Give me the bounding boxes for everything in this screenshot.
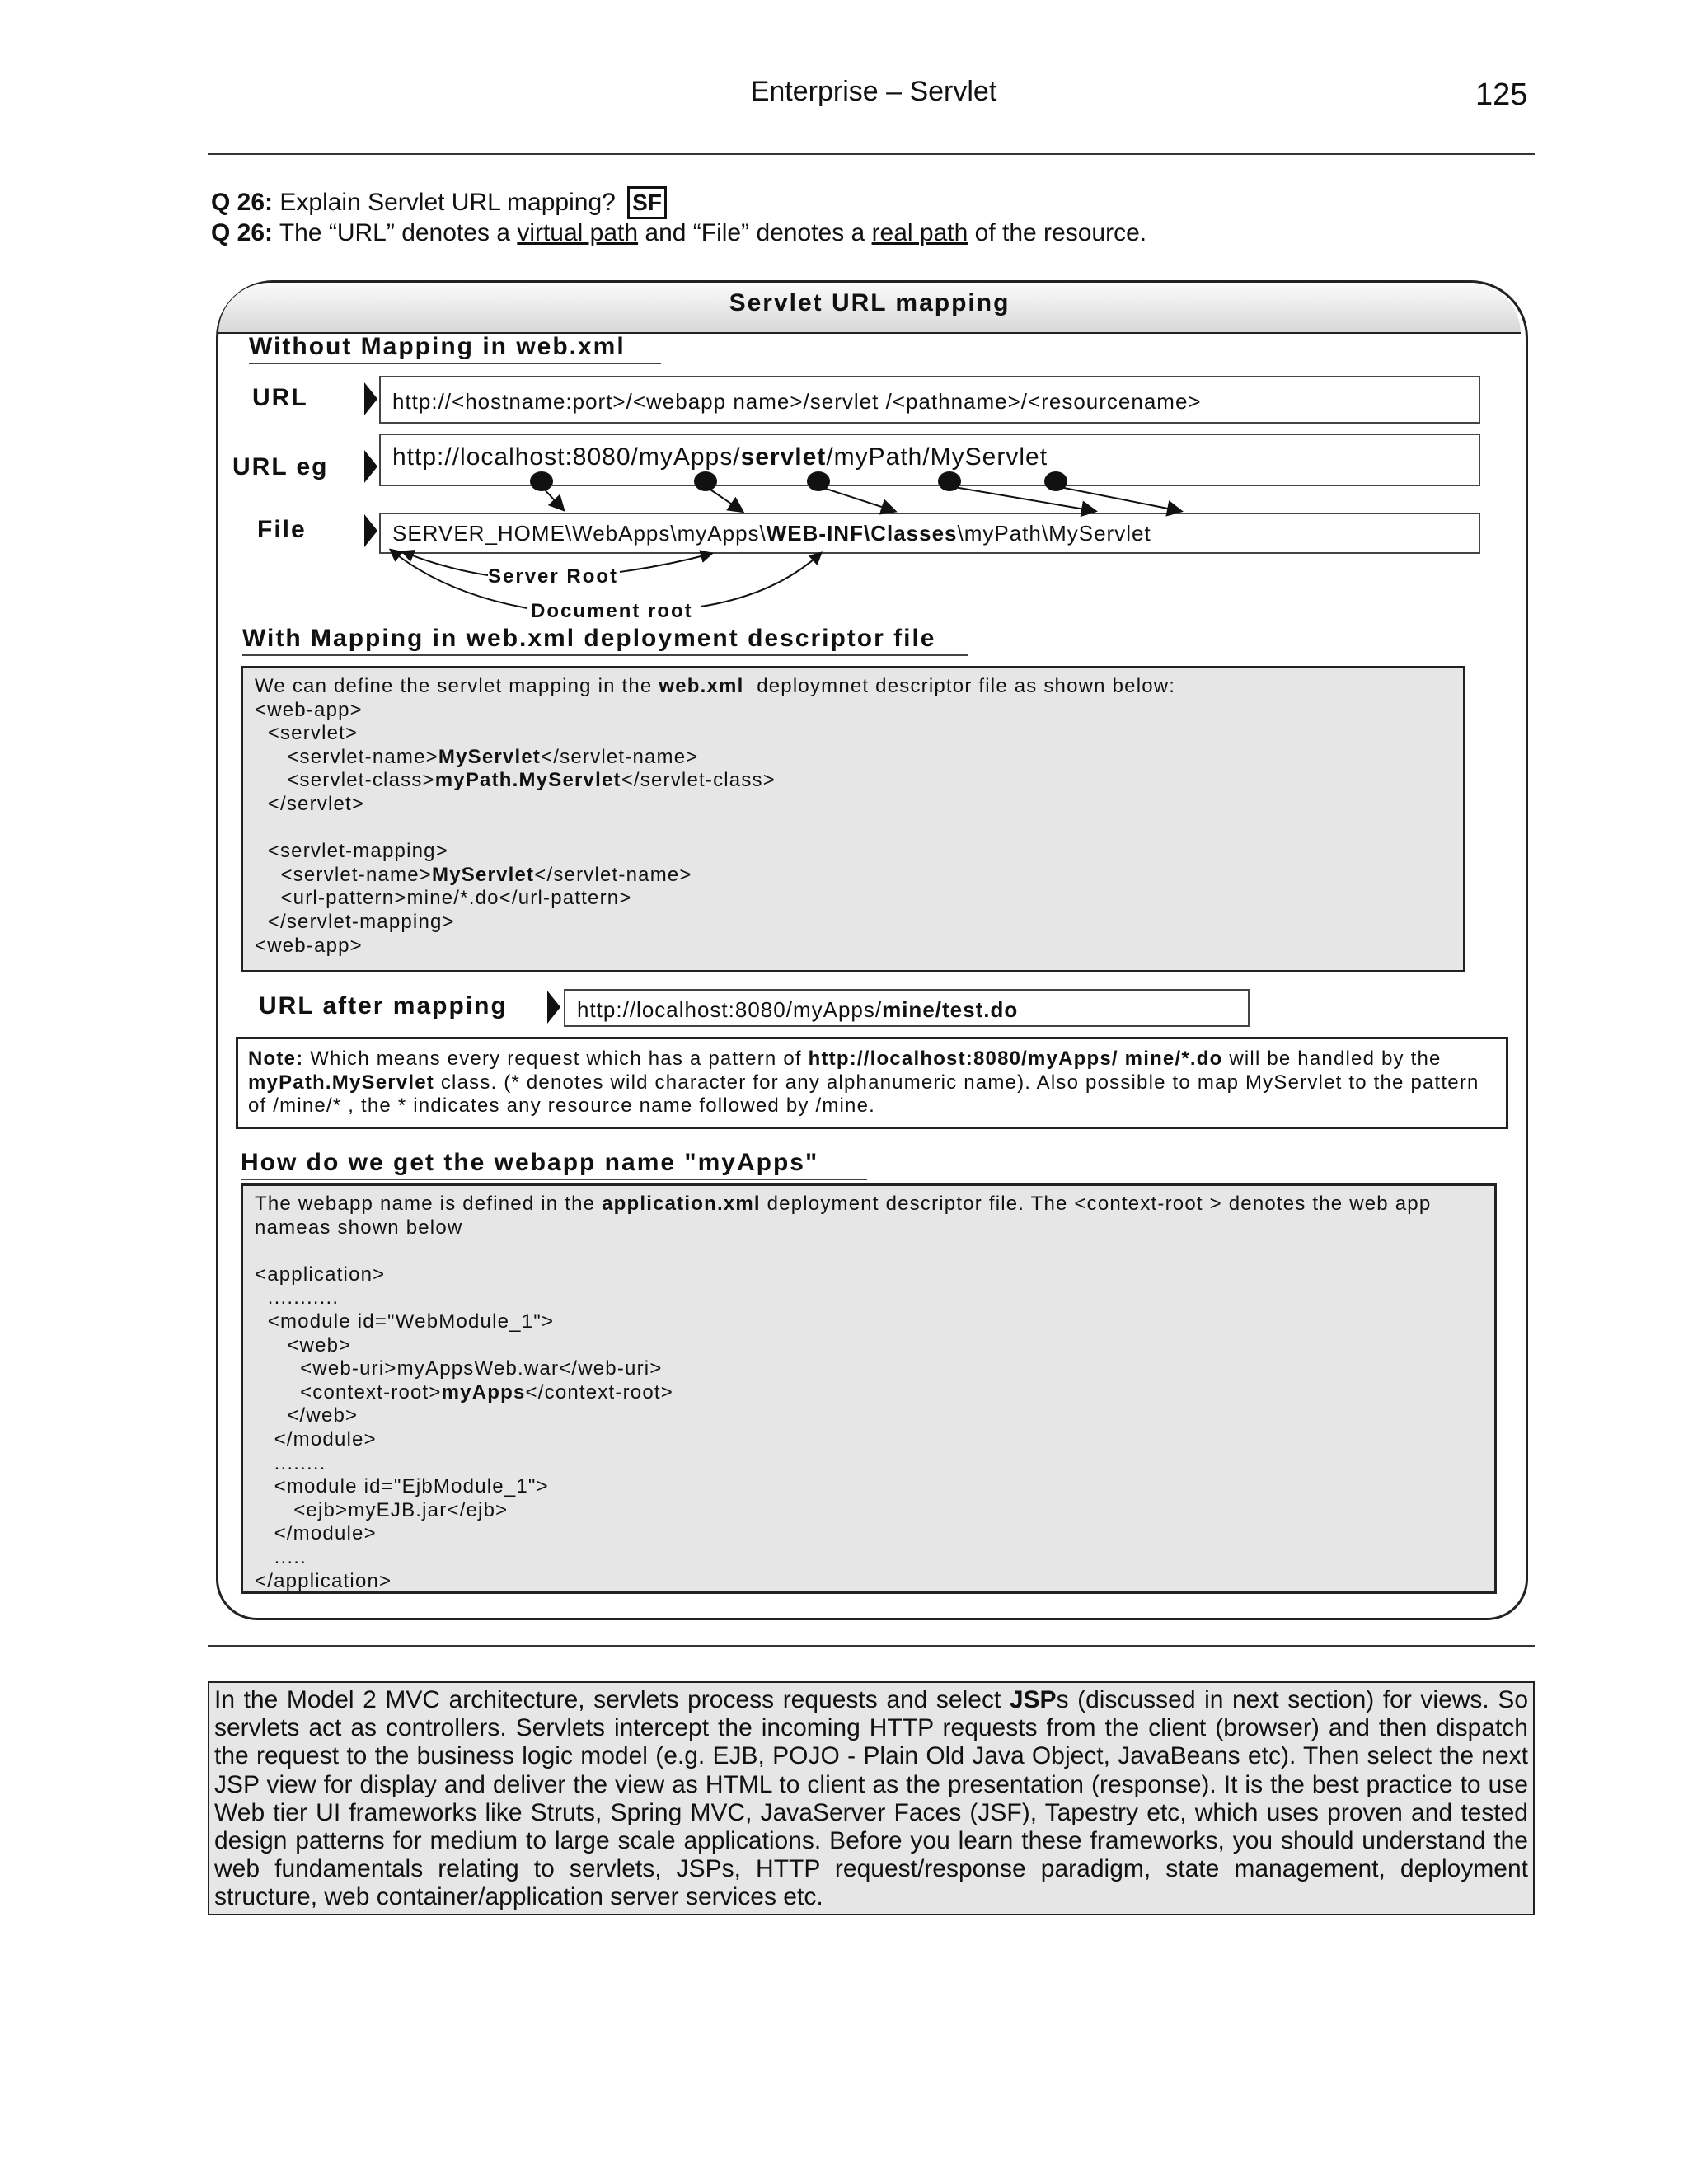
code-line: </module> bbox=[255, 1522, 377, 1545]
code-line: <servlet-mapping> bbox=[255, 840, 448, 863]
code-line: </web> bbox=[255, 1404, 359, 1427]
code-line: </module> bbox=[255, 1427, 377, 1451]
code-line: <servlet> bbox=[255, 722, 359, 745]
application-xml-code-box bbox=[241, 1183, 1497, 1594]
code-line: <servlet-name> bbox=[255, 745, 438, 768]
code-line: ........... bbox=[255, 1286, 340, 1310]
page-header-title: Enterprise – Servlet bbox=[750, 76, 997, 107]
with-mapping-heading: With Mapping in web.xml deployment descriptor file bbox=[242, 625, 968, 656]
server-root-label: Server Root bbox=[488, 565, 619, 588]
diagram-title: Servlet URL mapping bbox=[729, 289, 1010, 316]
code-line: <web-app> bbox=[255, 934, 363, 957]
real-path-term: real path bbox=[871, 219, 968, 246]
code-line: </application> bbox=[255, 1569, 392, 1592]
code-bold: MyServlet bbox=[432, 863, 535, 886]
answer-text-3: of the resource. bbox=[968, 219, 1147, 246]
note-text-1: Which means every request which has a pattern of bbox=[303, 1047, 809, 1070]
answer-text-2: and “File” denotes a bbox=[638, 219, 872, 246]
answer-text-1: The “URL” denotes a bbox=[279, 219, 518, 246]
note-label: Note: bbox=[248, 1047, 304, 1070]
summary-text-2: s (discussed in next section) for views. So servlets act as controllers. Servlets intercept the incoming HTTP requests from the client (browser) and then dispatch the request to the business logic model (e.g. EJB, POJO - Plain Old Java Object, JavaBeans etc). Then select the next JSP view for display and deliver the view as HTML to client as the presentation (response). It is the best practice to use Web tier UI frameworks like Struts, Spring MVC, JavaServer Faces (JSF), Tapestry etc, which uses proven and tested design patterns for medium to large scale applications. Before you learn these frameworks, you should understand the web fundamentals relating to servlets, JSPs, HTTP request/response paradigm, state management, deployment structure, web container/application server services etc. bbox=[214, 1686, 1529, 1911]
summary-bold: JSP bbox=[1009, 1686, 1057, 1713]
note-text-3: class. (* denotes wild character for any alphanumeric name). Also possible to map MyServlet to the pattern of /mine/* , the * indicates any resource name followed by /mine. bbox=[248, 1071, 1479, 1118]
connector-line bbox=[542, 486, 563, 509]
code-line: <module id="EjbModule_1"> bbox=[255, 1475, 549, 1498]
url-example-post: /myPath/MyServlet bbox=[826, 443, 1048, 471]
server-root-arc-right bbox=[620, 554, 710, 572]
url-after-pre: http://localhost:8080/myApps/ bbox=[577, 997, 883, 1022]
code-line: </servlet> bbox=[255, 792, 365, 815]
question-text: Explain Servlet URL mapping? bbox=[279, 189, 616, 216]
code-line: </servlet-name> bbox=[541, 745, 699, 768]
sf-badge: SF bbox=[627, 186, 667, 219]
connector-dot bbox=[694, 471, 717, 491]
document-root-label: Document root bbox=[531, 600, 693, 622]
note-bold-1: http://localhost:8080/myApps/ mine/*.do bbox=[808, 1047, 1223, 1070]
summary-box bbox=[208, 1681, 1535, 1915]
webapp-name-heading: How do we get the webapp name "myApps" bbox=[241, 1149, 867, 1180]
url-eg-label: URL eg bbox=[232, 453, 329, 480]
url-after-bold: mine/test.do bbox=[882, 997, 1019, 1022]
code-line: <url-pattern>mine/*.do</url-pattern> bbox=[255, 887, 632, 910]
note-text-2: will be handled by the bbox=[1222, 1047, 1442, 1070]
code-line: <servlet-name> bbox=[255, 863, 433, 886]
connector-line bbox=[706, 486, 742, 511]
code-line: </servlet-class> bbox=[621, 769, 776, 792]
page-number: 125 bbox=[1475, 77, 1528, 112]
code-line: <application> bbox=[255, 1263, 386, 1286]
web-xml-intro-bold: web.xml bbox=[659, 675, 744, 697]
file-label: File bbox=[257, 516, 307, 543]
footer-rule bbox=[208, 1645, 1535, 1647]
app-intro-pre: The webapp name is defined in the bbox=[255, 1193, 603, 1215]
url-label: URL bbox=[252, 384, 308, 411]
code-line: </servlet-mapping> bbox=[255, 910, 455, 933]
document-root-arc-right bbox=[701, 554, 820, 607]
mapping-connectors bbox=[0, 0, 1688, 626]
url-pattern-text: http://<hostname:port>/<webapp name>/servlet /<pathname>/<resourcename> bbox=[392, 389, 1202, 414]
virtual-path-term: virtual path bbox=[517, 219, 639, 246]
code-line: <context-root> bbox=[255, 1380, 442, 1404]
web-xml-intro-post: deploymnet descriptor file as shown below: bbox=[743, 675, 1176, 697]
answer-label: Q 26: bbox=[211, 219, 274, 246]
server-root-arc-left bbox=[404, 552, 488, 575]
url-example-pre: http://localhost:8080/myApps/ bbox=[392, 443, 741, 471]
code-line: <ejb>myEJB.jar</ejb> bbox=[255, 1498, 509, 1521]
code-line: <web-app> bbox=[255, 698, 363, 721]
without-mapping-heading: Without Mapping in web.xml bbox=[249, 333, 661, 364]
url-after-arrow-icon bbox=[547, 991, 560, 1024]
url-example-bold: servlet bbox=[740, 443, 827, 471]
note-box bbox=[236, 1037, 1508, 1129]
code-bold: MyServlet bbox=[438, 745, 542, 768]
code-line: ........ bbox=[255, 1451, 326, 1474]
question-label: Q 26: bbox=[211, 189, 274, 216]
web-xml-intro-pre: We can define the servlet mapping in the bbox=[255, 675, 659, 697]
application-xml-intro bbox=[255, 1193, 1483, 1240]
file-path-post: \myPath\MyServlet bbox=[957, 521, 1151, 546]
web-xml-code-box bbox=[241, 666, 1465, 972]
url-after-mapping-box bbox=[564, 989, 1250, 1027]
file-path-bold: WEB-INF\Classes bbox=[766, 521, 958, 546]
note-bold-2: myPath.MyServlet bbox=[248, 1071, 434, 1094]
file-path-pre: SERVER_HOME\WebApps\myApps\ bbox=[392, 521, 767, 546]
code-bold: myApps bbox=[441, 1380, 526, 1404]
app-intro-bold: application.xml bbox=[602, 1193, 761, 1215]
connector-line bbox=[818, 486, 894, 511]
code-line: <web-uri>myAppsWeb.war</web-uri> bbox=[255, 1357, 663, 1380]
connector-dots bbox=[530, 471, 1067, 491]
code-line: ..... bbox=[255, 1545, 307, 1568]
connector-dot bbox=[530, 471, 553, 491]
code-line: <module id="WebModule_1"> bbox=[255, 1310, 555, 1333]
code-line: </servlet-name> bbox=[534, 863, 692, 886]
code-bold: myPath.MyServlet bbox=[434, 769, 621, 792]
url-after-mapping-label: URL after mapping bbox=[259, 992, 508, 1019]
summary-text-1: In the Model 2 MVC architecture, servlets process requests and select bbox=[214, 1686, 1010, 1713]
app-intro-post: deployment descriptor file. The <context-root > denotes the web app nameas shown below bbox=[255, 1193, 1432, 1239]
code-line: <servlet-class> bbox=[255, 769, 435, 792]
code-line: <web> bbox=[255, 1333, 352, 1357]
application-xml-lines bbox=[255, 1263, 1483, 1593]
code-line: </context-root> bbox=[525, 1380, 673, 1404]
